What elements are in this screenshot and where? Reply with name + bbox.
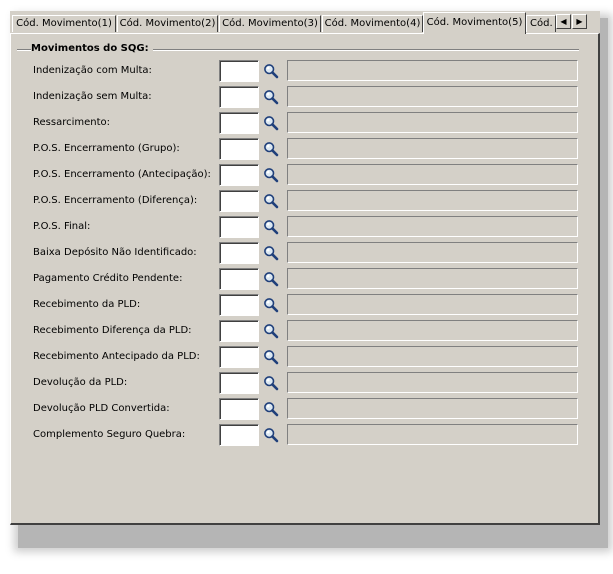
code-input[interactable]: [219, 398, 259, 420]
field-label: Indenização sem Multa:: [33, 91, 152, 102]
code-input[interactable]: [219, 60, 259, 82]
description-field: [287, 268, 578, 289]
code-input[interactable]: [219, 242, 259, 264]
description-field: [287, 320, 578, 341]
field-row: [11, 112, 601, 134]
code-input[interactable]: [219, 86, 259, 108]
tab-scroll-right-button[interactable]: ▶: [572, 14, 587, 29]
field-label: Devolução PLD Convertida:: [33, 403, 170, 414]
search-icon[interactable]: [263, 167, 279, 183]
code-input[interactable]: [219, 216, 259, 238]
search-icon[interactable]: [263, 89, 279, 105]
tab-strip: [10, 11, 600, 34]
field-label: Pagamento Crédito Pendente:: [33, 273, 183, 284]
tab-cod-movimento-4[interactable]: Cód. Movimento(4): [322, 15, 423, 32]
description-field: [287, 294, 578, 315]
code-input[interactable]: [219, 346, 259, 368]
description-field: [287, 112, 578, 133]
code-input[interactable]: [219, 268, 259, 290]
field-row: [11, 372, 601, 394]
description-field: [287, 86, 578, 107]
tab-cod-movimento-5[interactable]: Cód. Movimento(5): [423, 12, 526, 34]
description-field: [287, 424, 578, 445]
search-icon[interactable]: [263, 245, 279, 261]
field-label: P.O.S. Encerramento (Grupo):: [33, 143, 180, 154]
field-row: [11, 398, 601, 420]
field-row: [11, 138, 601, 160]
description-field: [287, 398, 578, 419]
code-input[interactable]: [219, 294, 259, 316]
description-field: [287, 190, 578, 211]
tab-cod-movimento-2[interactable]: Cód. Movimento(2): [117, 15, 218, 32]
field-row: [11, 164, 601, 186]
description-field: [287, 216, 578, 237]
code-input[interactable]: [219, 424, 259, 446]
field-row: [11, 60, 601, 82]
tab-page-cod-movimento-5: [10, 33, 600, 525]
field-label: Complemento Seguro Quebra:: [33, 429, 186, 440]
search-icon[interactable]: [263, 323, 279, 339]
movement-codes-window: [10, 11, 600, 525]
search-icon[interactable]: [263, 115, 279, 131]
search-icon[interactable]: [263, 401, 279, 417]
code-input[interactable]: [219, 112, 259, 134]
field-row: [11, 86, 601, 108]
field-row: [11, 216, 601, 238]
tab-cod-movimento-6[interactable]: Cód.: [526, 15, 556, 32]
search-icon[interactable]: [263, 271, 279, 287]
code-input[interactable]: [219, 190, 259, 212]
field-row: [11, 346, 601, 368]
tab-cod-movimento-3[interactable]: Cód. Movimento(3): [219, 15, 321, 32]
field-row: [11, 294, 601, 316]
field-label: Baixa Depósito Não Identificado:: [33, 247, 197, 258]
group-title: Movimentos do SQG:: [31, 43, 153, 54]
search-icon[interactable]: [263, 141, 279, 157]
search-icon[interactable]: [263, 63, 279, 79]
field-label: P.O.S. Encerramento (Antecipação):: [33, 169, 211, 180]
field-label: P.O.S. Final:: [33, 221, 91, 232]
field-label: P.O.S. Encerramento (Diferença):: [33, 195, 198, 206]
field-label: Recebimento Diferença da PLD:: [33, 325, 192, 336]
search-icon[interactable]: [263, 219, 279, 235]
field-label: Recebimento da PLD:: [33, 299, 141, 310]
field-label: Ressarcimento:: [33, 117, 111, 128]
description-field: [287, 138, 578, 159]
field-label: Devolução da PLD:: [33, 377, 128, 388]
description-field: [287, 346, 578, 367]
description-field: [287, 242, 578, 263]
field-row: [11, 320, 601, 342]
tab-scroll-left-button[interactable]: ◀: [556, 14, 571, 29]
search-icon[interactable]: [263, 349, 279, 365]
description-field: [287, 60, 578, 81]
search-icon[interactable]: [263, 193, 279, 209]
description-field: [287, 372, 578, 393]
field-row: [11, 424, 601, 446]
field-label: Indenização com Multa:: [33, 65, 152, 76]
code-input[interactable]: [219, 320, 259, 342]
field-label: Recebimento Antecipado da PLD:: [33, 351, 200, 362]
field-row: [11, 268, 601, 290]
code-input[interactable]: [219, 164, 259, 186]
search-icon[interactable]: [263, 375, 279, 391]
code-input[interactable]: [219, 372, 259, 394]
search-icon[interactable]: [263, 427, 279, 443]
description-field: [287, 164, 578, 185]
code-input[interactable]: [219, 138, 259, 160]
field-row: [11, 190, 601, 212]
search-icon[interactable]: [263, 297, 279, 313]
tab-cod-movimento-1[interactable]: Cód. Movimento(1): [12, 15, 116, 32]
field-row: [11, 242, 601, 264]
